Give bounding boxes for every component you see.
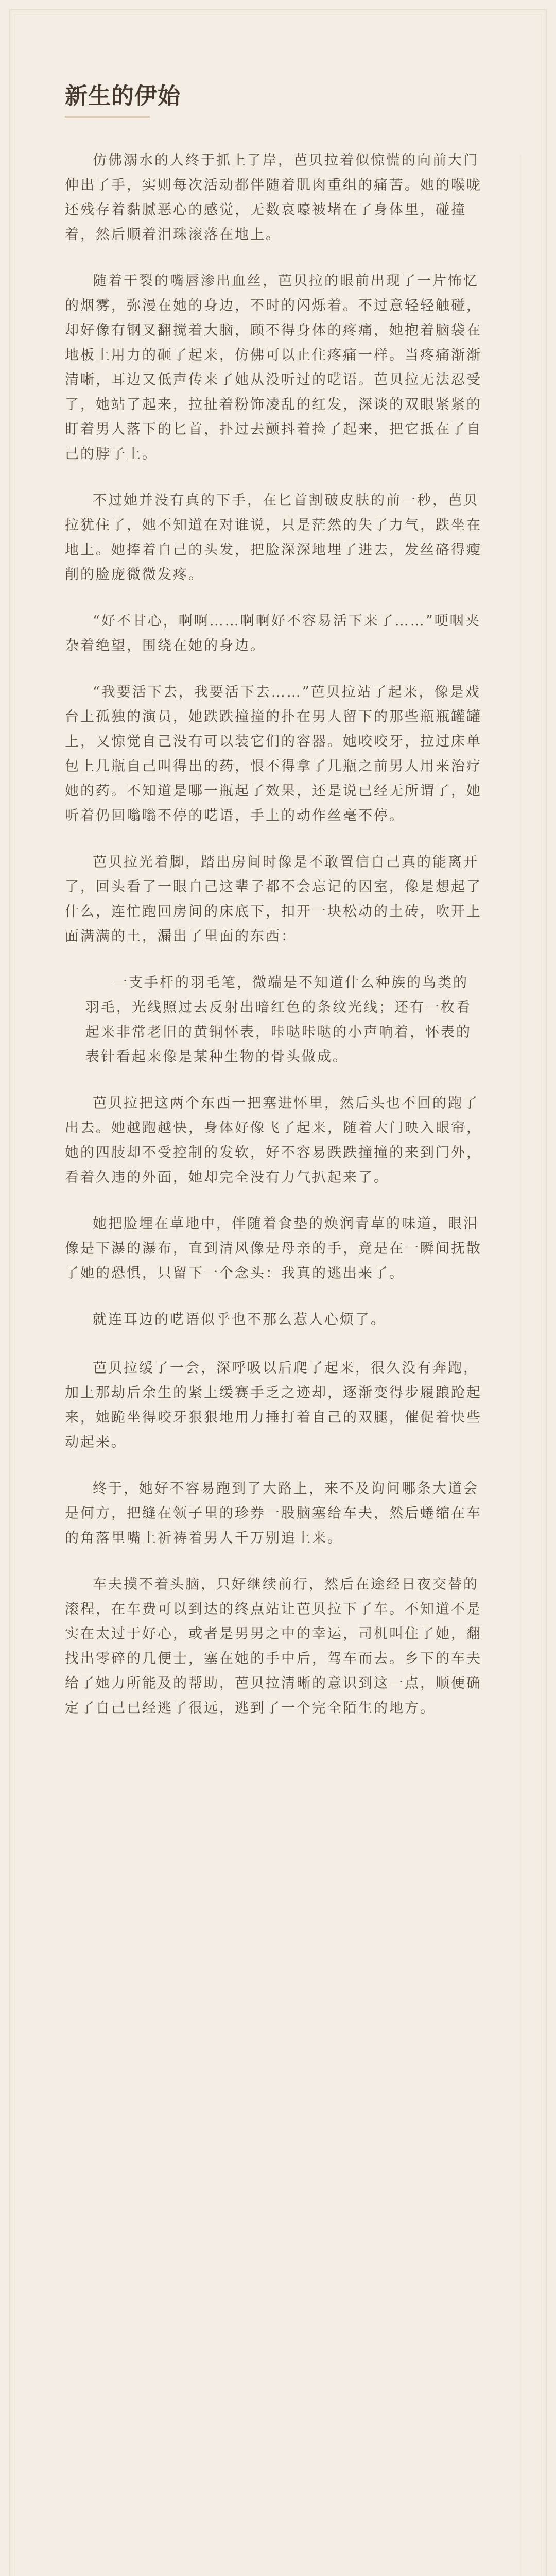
title-underline	[65, 116, 150, 118]
paragraph-11: 芭贝拉缓了一会，深呼吸以后爬了起来，很久没有奔跑，加上那劫后余生的紧上缓赛手乏之迹却，逐渐变得步履踉跄起来，她跪坐得咬牙狠狠地用力捶打着自己的双腿，催促着快些动起来。	[65, 1360, 482, 1450]
paragraph-10: 就连耳边的呓语似乎也不那么惹人心烦了。	[93, 1312, 386, 1328]
paragraph-5: “我要活下去，我要活下去……”芭贝拉站了起来，像是戏台上孤独的演员，她跌跌撞撞的扑在男人留下的那些瓶瓶罐罐上，又惊觉自己没有可以装它们的容器。她咬咬牙，拉过床单包上几瓶自己叫得出的药，恨不得拿了几瓶之前男人用来治疗她的药。不知道是哪一瓶起了效果，还是说已经无所谓了，她听着仍回嗡嗡不停的呓语，手上的动作丝毫不停。	[65, 684, 482, 824]
paragraph-7: 一支手杆的羽毛笔，微端是不知道什么种族的鸟类的羽毛，光线照过去反射出暗红色的条纹光线；还有一枚看起来非常老旧的黄铜怀表，咔哒咔哒的小声响着，怀表的表针看起来像是某种生物的骨头做成。	[85, 975, 472, 1065]
paragraph-9: 她把脸埋在草地中，伴随着食垫的焕润青草的味道，眼泪像是下瀑的瀑布，直到清风像是母亲的手，竟是在一瞬间抚散了她的恐惧，只留下一个念头：我真的逃出来了。	[65, 1216, 482, 1281]
paragraph-13: 车夫摸不着头脑，只好继续前行，然后在途经日夜交替的滚程，在车费可以到达的终点站让芭贝拉下了车。不知道不是实在太过于好心，或者是男男之中的幸运，司机叫住了她，翻找出零碎的几便士，塞在她的手中后，驾车而去。乡下的车夫给了她力所能及的帮助，芭贝拉清晰的意识到这一点，顺便确定了自己已经逃了很远，逃到了一个完全陌生的地方。	[65, 1577, 482, 1716]
title-block	[65, 83, 491, 118]
paragraph-3: 不过她并没有真的下手，在匕首割破皮肤的前一秒，芭贝拉犹住了，她不知道在对谁说，只是茫然的失了力气，跌坐在地上。她捧着自己的头发，把脸深深地埋了进去，发丝硌得瘦削的脸庞微微发疼。	[65, 493, 482, 583]
paragraph-1: 仿佛溺水的人终于抓上了岸，芭贝拉着似惊慌的向前大门伸出了手，实则每次活动都伴随着肌肉重组的痛苦。她的喉咙还残存着黏腻恶心的感觉，无数哀嚎被堵在了身体里，碰撞着，然后顺着泪珠滚落在地上。	[65, 152, 482, 243]
paragraph-4: “好不甘心，啊啊……啊啊好不容易活下来了……”哽咽夹杂着绝望，围绕在她的身边。	[65, 613, 481, 654]
decorative-line	[520, 155, 521, 2576]
paragraph-6: 芭贝拉光着脚，踏出房间时像是不敢置信自己真的能离开了，回头看了一眼自己这辈子都不会忘记的囚室，像是想起了什么，连忙跑回房间的床底下，扣开一块松动的土砖，吹开上面满满的土，漏出了里面的东西：	[65, 854, 482, 944]
article-content	[65, 148, 491, 1742]
paragraph-12: 终于，她好不容易跑到了大路上，来不及询问哪条大道会是何方，把缝在领子里的珍券一股脑塞给车夫，然后蜷缩在车的角落里嘴上祈祷着男人千万别追上来。	[65, 1481, 482, 1546]
page-title: 新生的伊始	[65, 83, 181, 109]
paragraph-2: 随着干裂的嘴唇渗出血丝，芭贝拉的眼前出现了一片怖忆的烟雾，弥漫在她的身边，不时的闪烁着。不过意轻轻触碰，却好像有钢叉翻搅着大脑，顾不得身体的疼痛，她抱着脑袋在地板上用力的砸了起来，仿佛可以止住疼痛一样。当疼痛渐渐清晰，耳边又低声传来了她从没听过的呓语。芭贝拉无法忍受了，她站了起来，拉扯着粉饰凌乱的红发，深谈的双眼紧紧的盯着男人落下的匕首，扑过去颤抖着捡了起来，把它抵在了自己的脖子上。	[65, 273, 482, 462]
paragraph-8: 芭贝拉把这两个东西一把塞进怀里，然后头也不回的跑了出去。她越跑越快，身体好像飞了起来，随着大门映入眼帘，她的四肢却不受控制的发软，好不容易跌跌撞撞的来到门外，看着久违的外面，她却完全没有力气扒起来了。	[65, 1095, 482, 1185]
